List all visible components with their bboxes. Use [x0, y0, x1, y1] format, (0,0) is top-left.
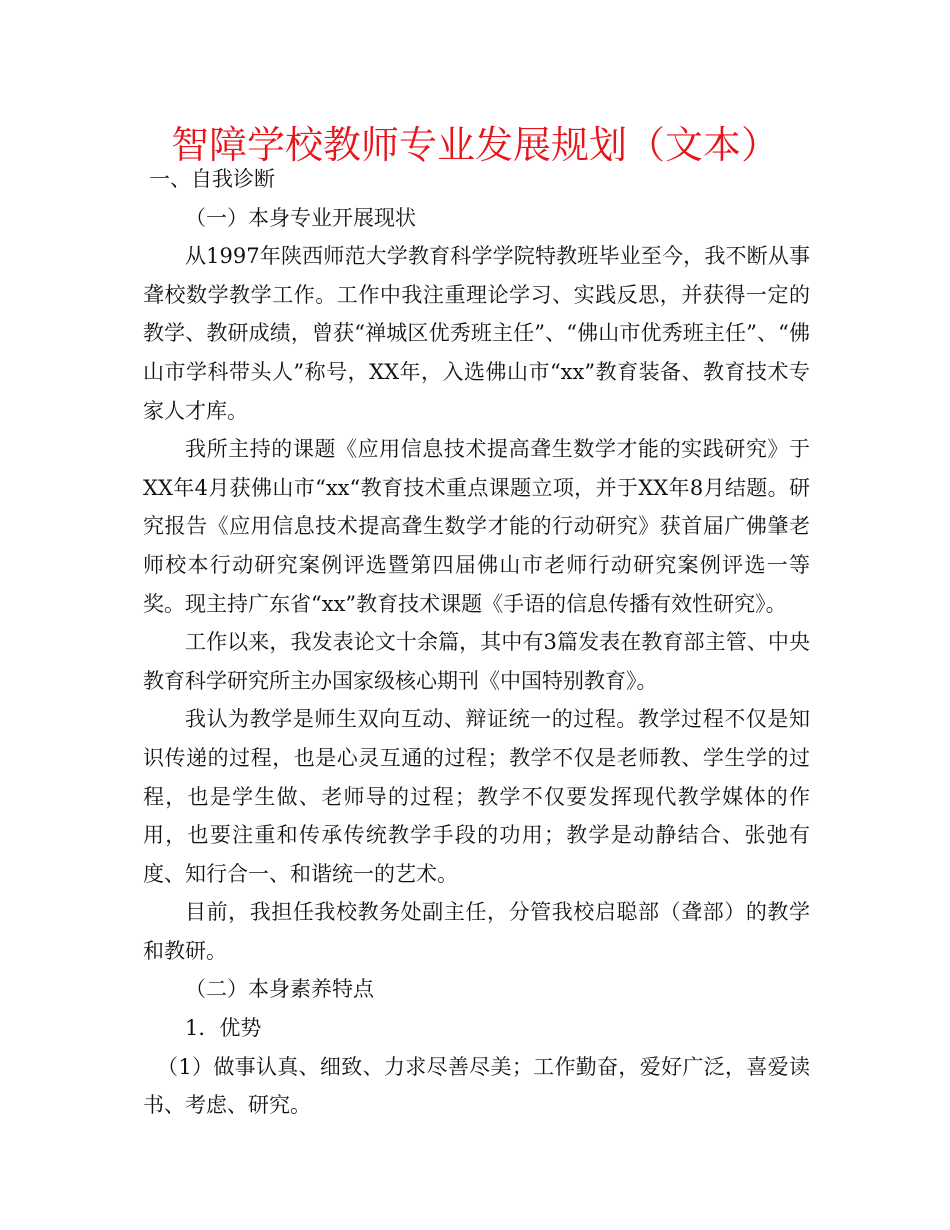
paragraph-current-role: 目前，我担任我校教务处副主任，分管我校启聪部（聋部）的教学和教研。 — [143, 900, 810, 963]
document-body — [143, 160, 810, 1125]
paragraph-teaching-philosophy: 我认为教学是师生双向互动、辩证统一的过程。教学过程不仅是知识传递的过程，也是心灵互通的过程；教学不仅是老师教、学生学的过程，也是学生做、老师导的过程；教学不仅要发挥现代教学媒体的作用，也要注重和传承传统教学手段的功用；教学是动静结合、张弛有度、知行合一、和谐统一的艺术。 — [143, 707, 810, 886]
subsection-heading-qualities: （二）本身素养特点 — [185, 977, 374, 1002]
list-item-strength-1: （1）做事认真、细致、力求尽善尽美；工作勤奋，爱好广泛，喜爱读书、考虑、研究。 — [143, 1054, 810, 1118]
paragraph-publications: 工作以来，我发表论文十余篇，其中有3篇发表在教育部主管、中央教育科学研究所主办国家级核心期刊《中国特别教育》。 — [143, 630, 810, 693]
point-heading-strengths: 1．优势 — [185, 1016, 262, 1041]
document-title: 智障学校教师专业发展规划（文本） — [170, 123, 779, 167]
section-heading-self-diagnosis: 一、自我诊断 — [149, 167, 275, 191]
subsection-heading-current-status: （一）本身专业开展现状 — [185, 205, 416, 230]
paragraph-background: 从1997年陕西师范大学教育科学学院特教班毕业至今，我不断从事聋校数学教学工作。工作中我注重理论学习、实践反思，并获得一定的教学、教研成绩，曾获“禅城区优秀班主任”、“佛山市优秀班主任”、“佛山市学科带头人”称号，XX年，入选佛山市“xx”教育装备、教育技术专家人才库。 — [143, 244, 810, 423]
paragraph-research-project: 我所主持的课题《应用信息技术提高聋生数学才能的实践研究》于XX年4月获佛山市“xx“教育技术重点课题立项，并于XX年8月结题。研究报告《应用信息技术提高聋生数学才能的行动研究》获首届广佛肇老师校本行动研究案例评选暨第四届佛山市老师行动研究案例评选一等奖。现主持广东省“xx”教育技术课题《手语的信息传播有效性研究》。 — [143, 437, 810, 616]
